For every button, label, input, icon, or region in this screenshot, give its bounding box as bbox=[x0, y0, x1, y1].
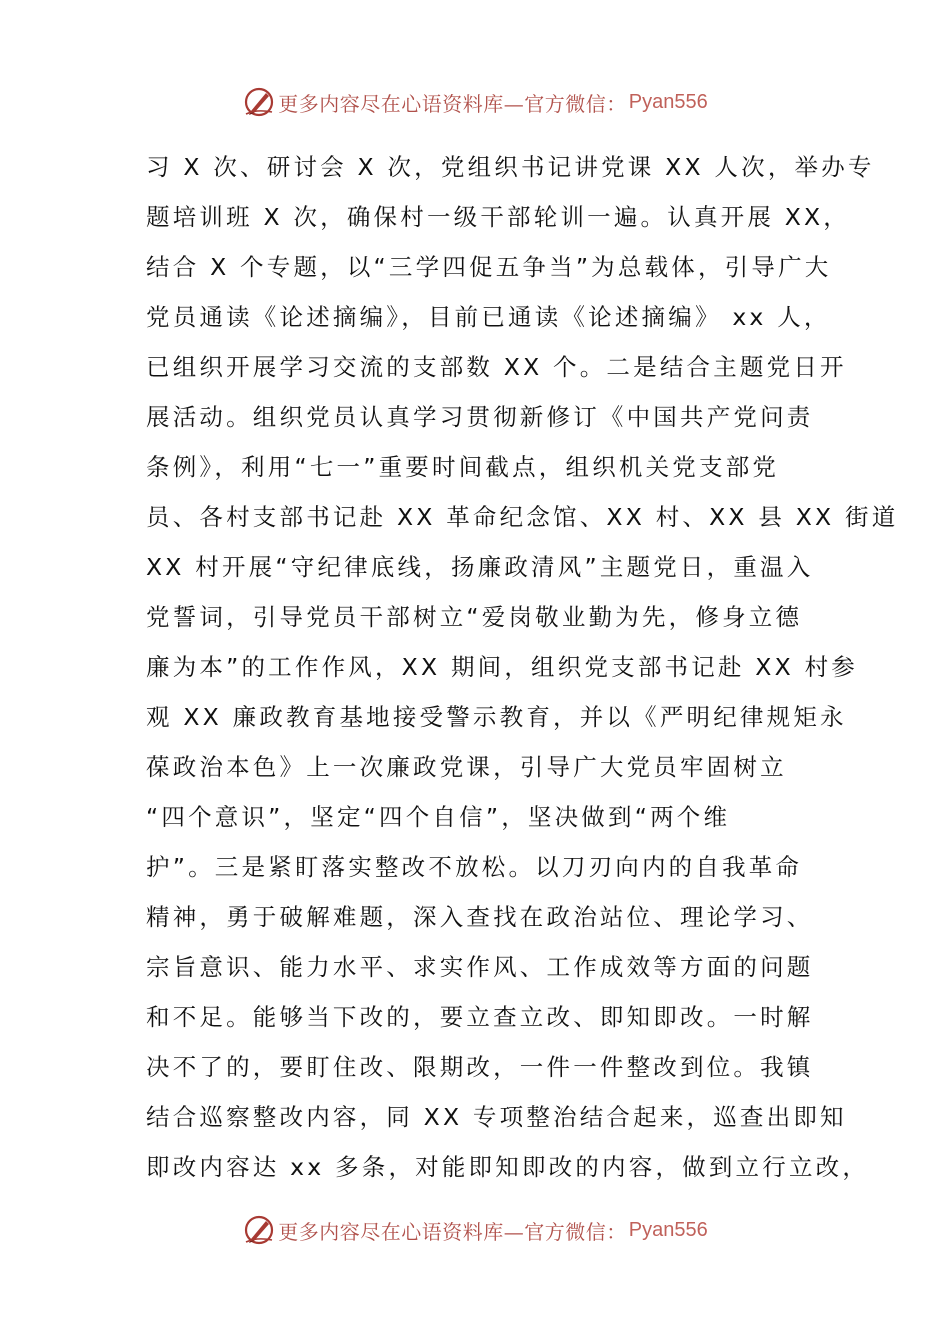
pen-in-circle-logo-icon bbox=[242, 1213, 276, 1247]
text-line: 和不足。能够当下改的，要立查立改、即知即改。一时解 bbox=[146, 1003, 814, 1031]
banner-slogan: 更多内容尽在心语资料库—官方微信： bbox=[278, 1219, 627, 1244]
text-line: 廉为本”的工作作风，XX 期间，组织党支部书记赴 XX 村参 bbox=[146, 653, 858, 681]
pen-in-circle-logo-icon bbox=[242, 85, 276, 119]
banner-slogan: 更多内容尽在心语资料库—官方微信： bbox=[278, 91, 627, 116]
text-line: 党誓词，引导党员干部树立“爱岗敬业勤为先，修身立德 bbox=[146, 603, 803, 631]
text-line: 员、各村支部书记赴 XX 革命纪念馆、XX 村、XX 县 XX 街道 bbox=[146, 503, 899, 531]
document-body bbox=[146, 142, 899, 1192]
text-line: 结合 X 个专题，以“三学四促五争当”为总载体，引导广大 bbox=[146, 253, 832, 281]
text-line: 决不了的，要盯住改、限期改，一件一件整改到位。我镇 bbox=[146, 1053, 814, 1081]
text-line: 党员通读《论述摘编》，目前已通读《论述摘编》 xx 人， bbox=[146, 303, 831, 331]
text-line: 宗旨意识、能力水平、求实作风、工作成效等方面的问题 bbox=[146, 953, 814, 981]
text-line: 已组织开展学习交流的支部数 XX 个。二是结合主题党日开 bbox=[146, 353, 847, 381]
text-line: 精神，勇于破解难题，深入查找在政治站位、理论学习、 bbox=[146, 903, 814, 931]
text-line: 葆政治本色》上一次廉政党课，引导广大党员牢固树立 bbox=[146, 753, 787, 781]
footer-banner bbox=[0, 1210, 950, 1250]
text-line: 条例》，利用“七一”重要时间截点，组织机关党支部党 bbox=[146, 453, 780, 481]
text-line: 即改内容达 xx 多条，对能即知即改的内容，做到立行立改， bbox=[146, 1153, 870, 1181]
text-line: “四个意识”，坚定“四个自信”，坚决做到“两个维 bbox=[146, 803, 731, 831]
text-line: 题培训班 X 次，确保村一级干部轮训一遍。认真开展 XX， bbox=[146, 203, 851, 231]
banner-wechat-id: Pyan556 bbox=[628, 1218, 708, 1241]
text-line: 护”。三是紧盯落实整改不放松。以刀刃向内的自我革命 bbox=[146, 853, 803, 881]
text-line: 习 X 次、研讨会 X 次，党组织书记讲党课 XX 人次，举办专 bbox=[146, 153, 875, 181]
header-banner bbox=[0, 82, 950, 122]
text-line: XX 村开展“守纪律底线，扬廉政清风”主题党日，重温入 bbox=[146, 553, 814, 581]
text-line: 观 XX 廉政教育基地接受警示教育，并以《严明纪律规矩永 bbox=[146, 703, 847, 731]
text-line: 结合巡察整改内容，同 XX 专项整治结合起来，巡查出即知 bbox=[146, 1103, 847, 1131]
text-line: 展活动。组织党员认真学习贯彻新修订《中国共产党问责 bbox=[146, 403, 814, 431]
banner-wechat-id: Pyan556 bbox=[628, 90, 708, 113]
